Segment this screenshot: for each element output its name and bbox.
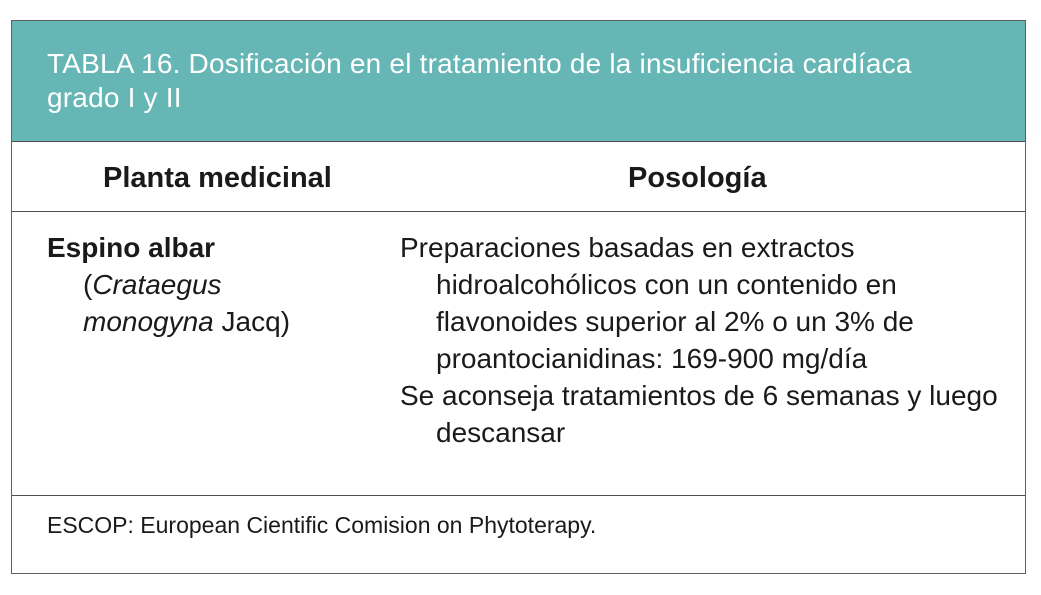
scientific-name-genus: Crataegus xyxy=(92,269,222,300)
dosage-table xyxy=(11,20,1026,574)
table-footnote: ESCOP: European Cientific Comision on Phytoterapy. xyxy=(47,512,597,538)
table-title-bar xyxy=(12,21,1025,142)
plant-cell xyxy=(47,229,367,340)
dosage-cell xyxy=(400,229,1000,451)
table-title: TABLA 16. Dosificación en el tratamiento de la insuficiencia cardíaca grado I y II xyxy=(47,48,912,113)
plant-common-name: Espino albar xyxy=(47,232,216,263)
scientific-name-species: monogyna xyxy=(83,306,214,337)
scientific-name-author: Jacq) xyxy=(213,306,291,337)
scientific-name-open-paren: ( xyxy=(83,269,93,300)
column-header-dosage: Posología xyxy=(628,162,767,194)
dosage-item: Preparaciones basadas en extractos hidroalcohólicos con un contenido en flavonoides superior al 2% o un 3% de proantocianidinas: 169-900 mg/día xyxy=(400,232,914,374)
plant-scientific-name xyxy=(47,266,367,340)
table-header-row xyxy=(12,142,1025,212)
column-header-plant: Planta medicinal xyxy=(103,162,332,194)
table-row xyxy=(12,212,1025,496)
dosage-item: Se aconseja tratamientos de 6 semanas y luego descansar xyxy=(400,380,998,448)
